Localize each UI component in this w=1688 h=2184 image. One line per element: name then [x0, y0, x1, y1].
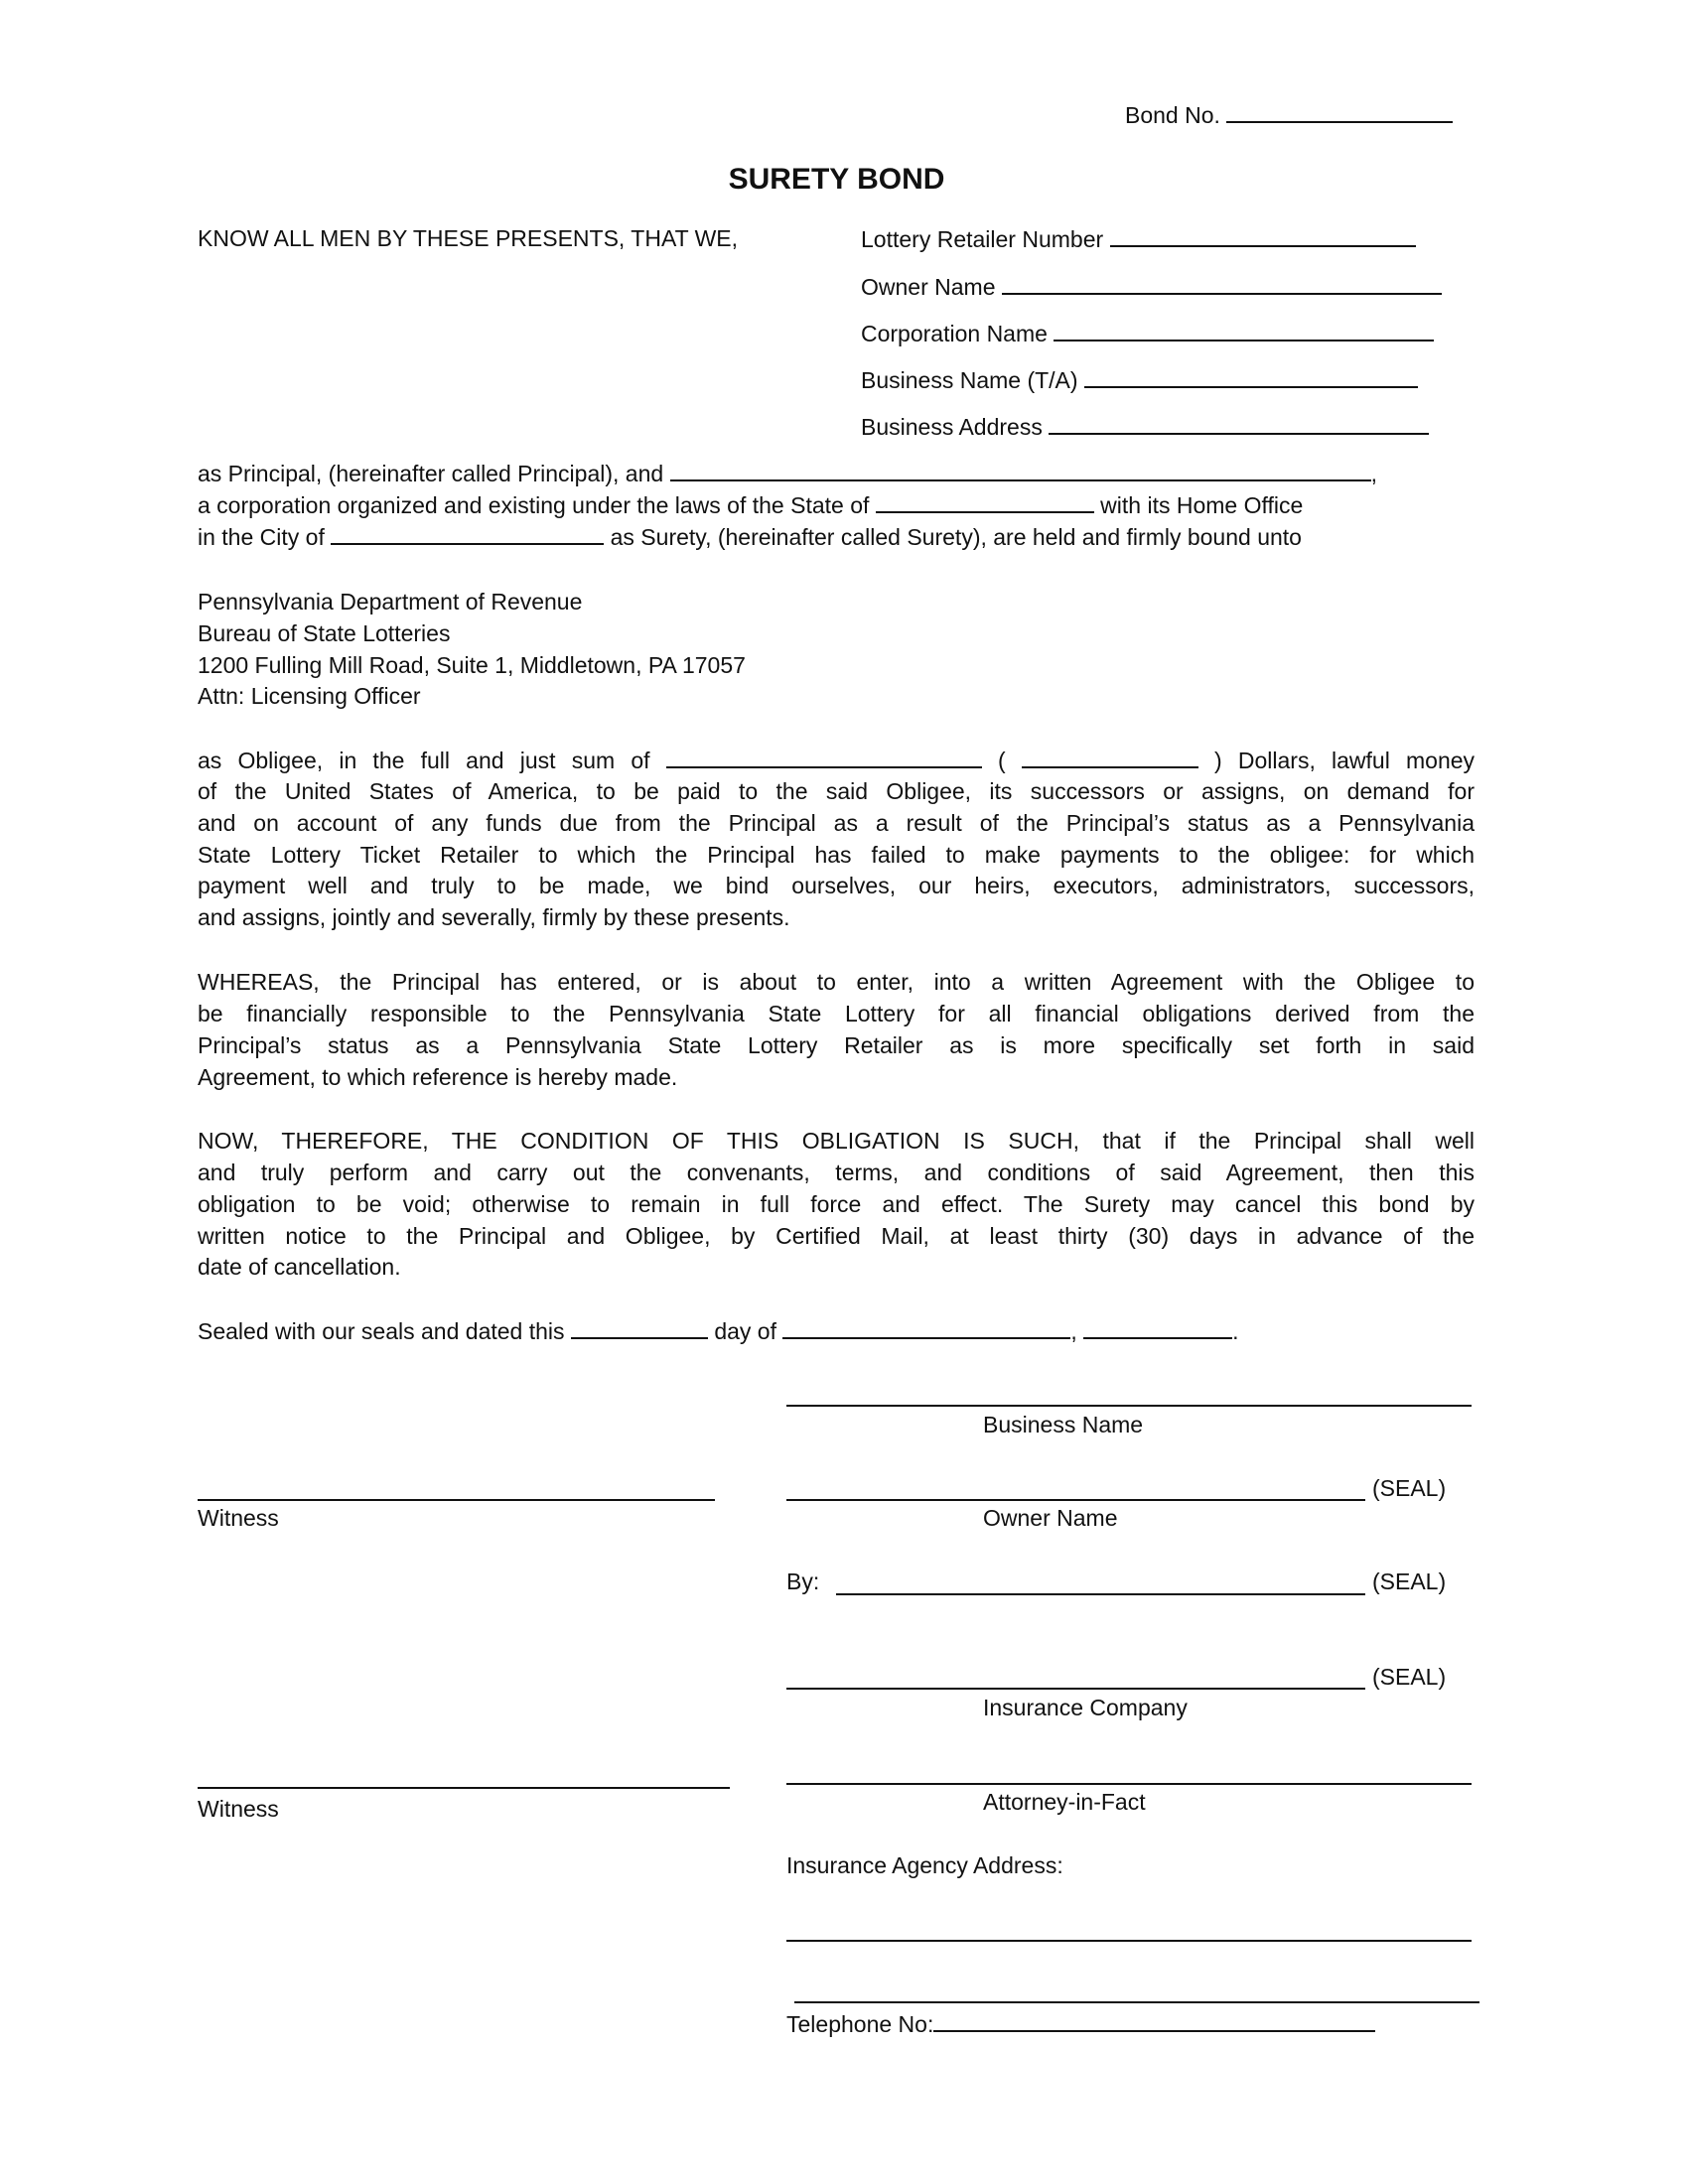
sum-words-blank[interactable] [666, 745, 982, 768]
sum-amount-blank[interactable] [1022, 745, 1198, 768]
paragraph-line: and truly perform and carry out the convenants, terms, and conditions of said Agreement, then this [198, 1160, 1475, 1185]
day-blank[interactable] [571, 1315, 708, 1339]
field-label: Business Name (T/A) [861, 367, 1078, 393]
witness-label: Witness [198, 1505, 279, 1531]
principal-line-3 [198, 521, 1302, 552]
telephone-blank[interactable] [933, 2008, 1375, 2032]
paragraph-line: Principal’s status as a Pennsylvania State Lottery Retailer as is more specifically set forth in said [198, 1032, 1475, 1058]
text: , [1370, 461, 1377, 486]
field-blank[interactable] [1110, 223, 1416, 247]
field-corporation-name[interactable] [861, 318, 1434, 348]
text: with its Home Office [1100, 492, 1304, 518]
paragraph-line: be financially responsible to the Pennsylvania State Lottery for all financial obligations derived from the [198, 1001, 1475, 1026]
document-title: SURETY BOND [728, 163, 945, 196]
business-name-signature-line[interactable] [786, 1405, 1472, 1407]
field-label: Owner Name [861, 274, 996, 300]
year-blank[interactable] [1083, 1315, 1232, 1339]
intro-lead: KNOW ALL MEN BY THESE PRESENTS, THAT WE, [198, 225, 739, 251]
witness-signature-line[interactable] [198, 1787, 730, 1789]
field-label: Business Address [861, 414, 1043, 440]
seal-label: (SEAL) [1372, 1569, 1447, 1594]
obligee-address-line: Attn: Licensing Officer [198, 683, 421, 709]
witness-signature-line[interactable] [198, 1499, 715, 1501]
paragraph-line: of the United States of America, to be paid to the said Obligee, its successors or assigns, on demand for [198, 778, 1475, 804]
paragraph-line: obligation to be void; otherwise to remain in full force and effect. The Surety may cancel this bond by [198, 1191, 1475, 1217]
owner-signature-line[interactable] [786, 1499, 1365, 1501]
field-lottery-retailer-number[interactable] [861, 223, 1416, 254]
text: Sealed with our seals and dated this [198, 1318, 565, 1344]
field-blank[interactable] [1084, 364, 1418, 388]
attorney-signature-line[interactable] [786, 1783, 1472, 1785]
month-blank[interactable] [782, 1315, 1070, 1339]
agency-address-line[interactable] [786, 1940, 1472, 1942]
paragraph-line: WHEREAS, the Principal has entered, or is about to enter, into a written Agreement with the Obligee to [198, 969, 1475, 995]
by-signature-line[interactable] [836, 1593, 1365, 1595]
witness-label: Witness [198, 1796, 279, 1822]
field-business-address[interactable] [861, 411, 1429, 442]
insurance-company-label: Insurance Company [983, 1695, 1188, 1720]
obligee-address-line: Bureau of State Lotteries [198, 620, 451, 646]
telephone-field[interactable] [786, 2008, 1375, 2039]
field-label: Lottery Retailer Number [861, 226, 1104, 252]
field-blank[interactable] [1054, 318, 1434, 341]
obligee-address-line: 1200 Fulling Mill Road, Suite 1, Middletown, PA 17057 [198, 652, 746, 678]
paragraph-line: payment well and truly to be made, we bind ourselves, our heirs, executors, administrators, successors, [198, 873, 1475, 898]
paragraph-line: and on account of any funds due from the Principal as a result of the Principal’s status as a Pennsylvania [198, 810, 1475, 836]
text: , [1070, 1318, 1077, 1344]
field-label: Corporation Name [861, 321, 1048, 346]
bond-number-blank[interactable] [1226, 99, 1453, 123]
obligee-address-line: Pennsylvania Department of Revenue [198, 589, 583, 614]
insurance-company-signature-line[interactable] [786, 1688, 1365, 1690]
field-blank[interactable] [1002, 271, 1442, 295]
state-blank[interactable] [876, 489, 1094, 513]
text: day of [714, 1318, 776, 1344]
field-blank[interactable] [1049, 411, 1429, 435]
business-name-label: Business Name [983, 1412, 1144, 1437]
paragraph-line: and assigns, jointly and severally, firmly by these presents. [198, 904, 790, 930]
seal-label: (SEAL) [1372, 1475, 1447, 1501]
text: ( [997, 748, 1006, 773]
attorney-in-fact-label: Attorney-in-Fact [983, 1789, 1146, 1815]
paragraph-line: State Lottery Ticket Retailer to which the Principal has failed to make payments to the obligee: for which [198, 842, 1475, 868]
field-business-name[interactable] [861, 364, 1418, 395]
paragraph-line: date of cancellation. [198, 1254, 401, 1280]
text: ) Dollars, lawful money [1214, 748, 1476, 773]
text: as Obligee, in the full and just sum of [198, 748, 650, 773]
principal-line-2 [198, 489, 1303, 520]
text: in the City of [198, 524, 325, 550]
city-blank[interactable] [331, 521, 604, 545]
text: as Surety, (hereinafter called Surety), are held and firmly bound unto [610, 524, 1302, 550]
bond-number-field[interactable] [1125, 99, 1453, 130]
paragraph-line: written notice to the Principal and Obligee, by Certified Mail, at least thirty (30) days in advance of the [198, 1223, 1475, 1249]
text: a corporation organized and existing under the laws of the State of [198, 492, 870, 518]
bond-number-label: Bond No. [1125, 102, 1220, 128]
agency-address-line[interactable] [794, 2001, 1479, 2003]
by-label: By: [786, 1569, 820, 1594]
insurance-agency-address-label: Insurance Agency Address: [786, 1852, 1063, 1878]
seal-label: (SEAL) [1372, 1664, 1447, 1690]
telephone-label: Telephone No: [786, 2011, 934, 2037]
text: . [1232, 1318, 1239, 1344]
field-owner-name[interactable] [861, 271, 1442, 302]
text: as Principal, (hereinafter called Principal), and [198, 461, 664, 486]
surety-name-blank[interactable] [670, 458, 1371, 481]
sum-line [198, 745, 1475, 775]
owner-name-label: Owner Name [983, 1505, 1118, 1531]
paragraph-line: NOW, THEREFORE, THE CONDITION OF THIS OBLIGATION IS SUCH, that if the Principal shall well [198, 1128, 1475, 1154]
paragraph-line: Agreement, to which reference is hereby made. [198, 1064, 678, 1090]
principal-line-1 [198, 458, 1377, 488]
sealed-date-line [198, 1315, 1239, 1346]
